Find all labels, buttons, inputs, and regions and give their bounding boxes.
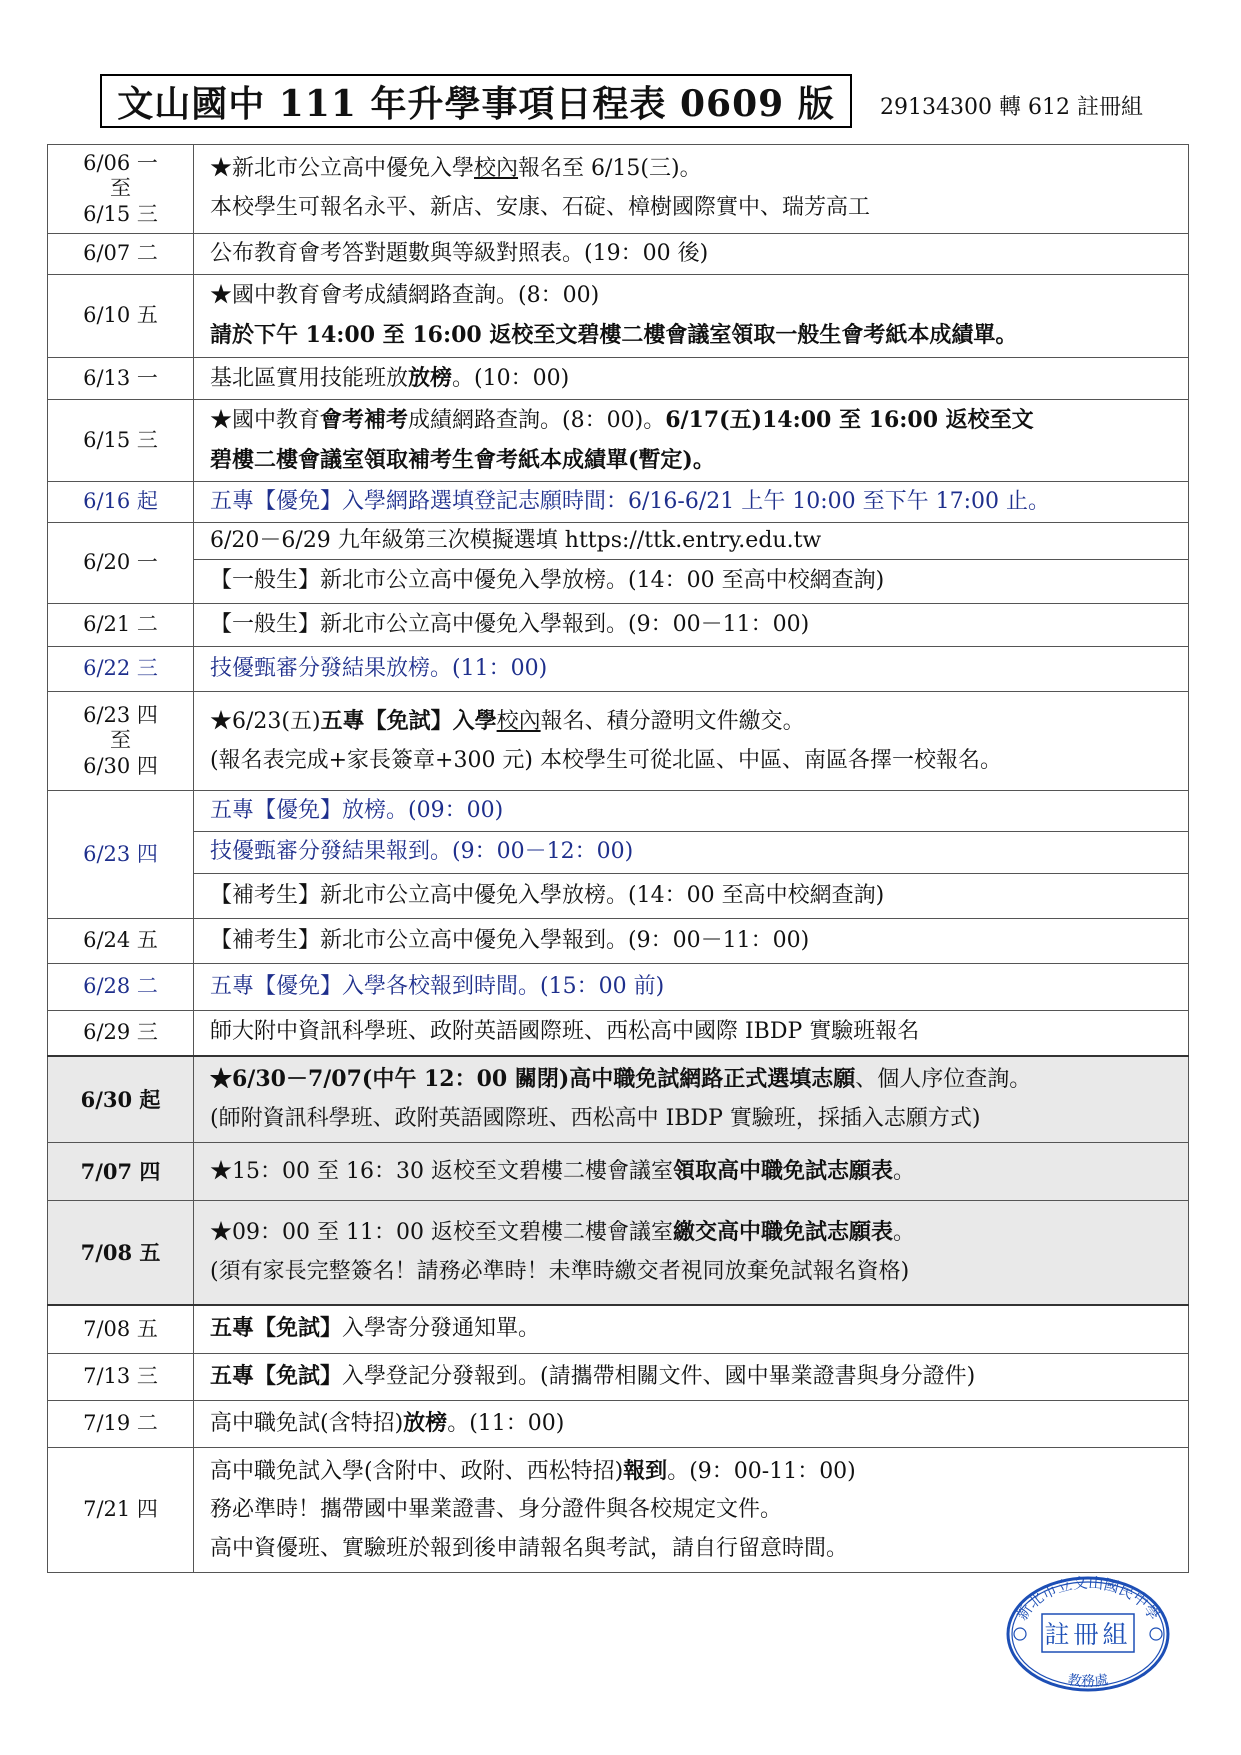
event-cell: 【一般生】新北市公立高中優免入學報到。(9：00－11：00): [194, 604, 1189, 647]
date-cell: 7/21 四: [48, 1448, 194, 1573]
stamp-emblem-right: [1150, 1628, 1162, 1640]
date-cell: 7/13 三: [48, 1354, 194, 1401]
page-header: [0, 74, 1241, 130]
event-cell: [194, 1448, 1189, 1573]
event-cell: 6/20－6/29 九年級第三次模擬選填 https://ttk.entry.edu.tw: [194, 523, 1189, 560]
event-cell: 五專【優免】入學各校報到時間。(15：00 前): [194, 964, 1189, 1011]
event-cell: 【一般生】新北市公立高中優免入學放榜。(14：00 至高中校網查詢): [194, 560, 1189, 604]
table-row: [48, 275, 1189, 358]
event-line: 本校學生可報名永平、新店、安康、石碇、樟樹國際實中、瑞芳高工: [210, 195, 871, 220]
event-cell: 技優甄審分發結果報到。(9：00－12：00): [194, 832, 1189, 874]
event-cell: 基北區實用技能班放放榜。(10：00): [194, 358, 1189, 400]
table-row: [48, 964, 1189, 1011]
table-row: [48, 1401, 1189, 1448]
event-cell: 師大附中資訊科學班、政附英語國際班、西松高中國際 IBDP 實驗班報名: [194, 1011, 1189, 1056]
date-cell: 6/20 一: [48, 523, 194, 604]
event-line: (報名表完成+家長簽章+300 元) 本校學生可從北區、中區、南區各擇一校報名。: [210, 747, 1003, 773]
event-cell: 公布教育會考答對題數與等級對照表。(19：00 後): [194, 234, 1189, 275]
event-line: (須有家長完整簽名！請務必準時！未準時繳交者視同放棄免試報名資格): [210, 1258, 910, 1284]
registration-stamp: [1004, 1572, 1172, 1692]
table-row: [48, 1448, 1189, 1573]
date-cell: 6/07 二: [48, 234, 194, 275]
table-row: [48, 604, 1189, 647]
stamp-emblem-left: [1014, 1628, 1026, 1640]
date-cell: 6/23 四 至 6/30 四: [48, 692, 194, 791]
event-line: ★6/30－7/07(中午 12：00 關閉)高中職免試網路正式選填志願、個人序位查詢。: [210, 1066, 1032, 1093]
date-cell: 6/28 二: [48, 964, 194, 1011]
table-row: [48, 874, 1189, 919]
table-row: [48, 1056, 1189, 1143]
event-cell: 五專【免試】入學寄分發通知單。: [194, 1305, 1189, 1354]
table-row: [48, 1305, 1189, 1354]
stamp-top-arc: 新北市立文山國民中學: [1012, 1573, 1164, 1624]
table-row: [48, 523, 1189, 560]
event-cell: ★15：00 至 16：30 返校至文碧樓二樓會議室領取高中職免試志願表。: [194, 1143, 1189, 1201]
page-title: 文山國中 111 年升學事項日程表 0609 版: [100, 74, 852, 128]
date-cell: 6/06 一 至 6/15 三: [48, 145, 194, 234]
schedule-table: [47, 144, 1189, 1573]
event-cell: [194, 400, 1189, 482]
date-cell: 6/10 五: [48, 275, 194, 358]
event-line: ★09：00 至 11：00 返校至文碧樓二樓會議室繳交高中職免試志願表。: [210, 1219, 915, 1246]
event-cell: [194, 145, 1189, 234]
table-row: [48, 791, 1189, 832]
table-row: [48, 1143, 1189, 1201]
stamp-center-label: 註冊組: [1044, 1620, 1132, 1649]
table-row: [48, 482, 1189, 523]
event-cell: [194, 275, 1189, 358]
table-row: [48, 234, 1189, 275]
event-line: 碧樓二樓會議室領取補考生會考紙本成績單(暫定)。: [210, 447, 715, 473]
date-cell: 6/30 起: [48, 1056, 194, 1143]
table-row: [48, 919, 1189, 964]
date-cell: 7/07 四: [48, 1143, 194, 1201]
event-line: ★國中教育會考補考成績網路查詢。(8：00)。6/17(五)14:00 至 16:00 返校至文: [210, 407, 1034, 434]
event-line: ★國中教育會考成績網路查詢。(8：00): [210, 283, 600, 309]
event-cell: 【補考生】新北市公立高中優免入學報到。(9：00－11：00): [194, 919, 1189, 964]
date-cell: 7/08 五: [48, 1201, 194, 1305]
event-cell: 五專【免試】入學登記分發報到。(請攜帶相關文件、國中畢業證書與身分證件): [194, 1354, 1189, 1401]
table-row: [48, 1201, 1189, 1305]
table-row: [48, 358, 1189, 400]
date-cell: 7/19 二: [48, 1401, 194, 1448]
table-row: [48, 145, 1189, 234]
event-line: ★6/23(五)五專【免試】入學校內報名、積分證明文件繳交。: [210, 707, 805, 734]
event-line: 請於下午 14:00 至 16:00 返校至文碧樓二樓會議室領取一般生會考紙本成績單。: [210, 322, 1018, 348]
date-cell: 6/15 三: [48, 400, 194, 482]
date-cell: 6/29 三: [48, 1011, 194, 1056]
event-cell: 技優甄審分發結果放榜。(11：00): [194, 647, 1189, 692]
event-cell: [194, 1056, 1189, 1143]
table-row: [48, 1011, 1189, 1056]
event-line: ★新北市公立高中優免入學校內報名至 6/15(三)。: [210, 156, 702, 182]
table-row: [48, 832, 1189, 874]
date-cell: 6/13 一: [48, 358, 194, 400]
event-cell: 五專【優免】放榜。(09：00): [194, 791, 1189, 832]
event-cell: [194, 1201, 1189, 1305]
stamp-bottom-arc: 教務處: [1066, 1672, 1110, 1691]
contact-info: 29134300 轉 612 註冊組: [880, 95, 1143, 120]
event-cell: 高中職免試(含特招)放榜。(11：00): [194, 1401, 1189, 1448]
event-line: 高中資優班、實驗班於報到後申請報名與考試，請自行留意時間。: [210, 1535, 849, 1561]
date-cell: 7/08 五: [48, 1305, 194, 1354]
date-cell: 6/16 起: [48, 482, 194, 523]
table-row: [48, 1354, 1189, 1401]
event-cell: 五專【優免】入學網路選填登記志願時間：6/16-6/21 上午 10:00 至下午 17:00 止。: [194, 482, 1189, 523]
table-row: [48, 692, 1189, 791]
event-line: 務必準時！攜帶國中畢業證書、身分證件與各校規定文件。: [210, 1497, 783, 1523]
table-row: [48, 400, 1189, 482]
event-line: (師附資訊科學班、政附英語國際班、西松高中 IBDP 實驗班，採插入志願方式): [210, 1105, 981, 1131]
date-cell: 6/24 五: [48, 919, 194, 964]
event-cell: [194, 692, 1189, 791]
table-row: [48, 560, 1189, 604]
table-row: [48, 647, 1189, 692]
date-cell: 6/22 三: [48, 647, 194, 692]
event-line: 高中職免試入學(含附中、政附、西松特招)報到。(9：00-11：00): [210, 1457, 856, 1484]
date-cell: 6/23 四: [48, 791, 194, 919]
date-cell: 6/21 二: [48, 604, 194, 647]
event-cell: 【補考生】新北市公立高中優免入學放榜。(14：00 至高中校網查詢): [194, 874, 1189, 919]
